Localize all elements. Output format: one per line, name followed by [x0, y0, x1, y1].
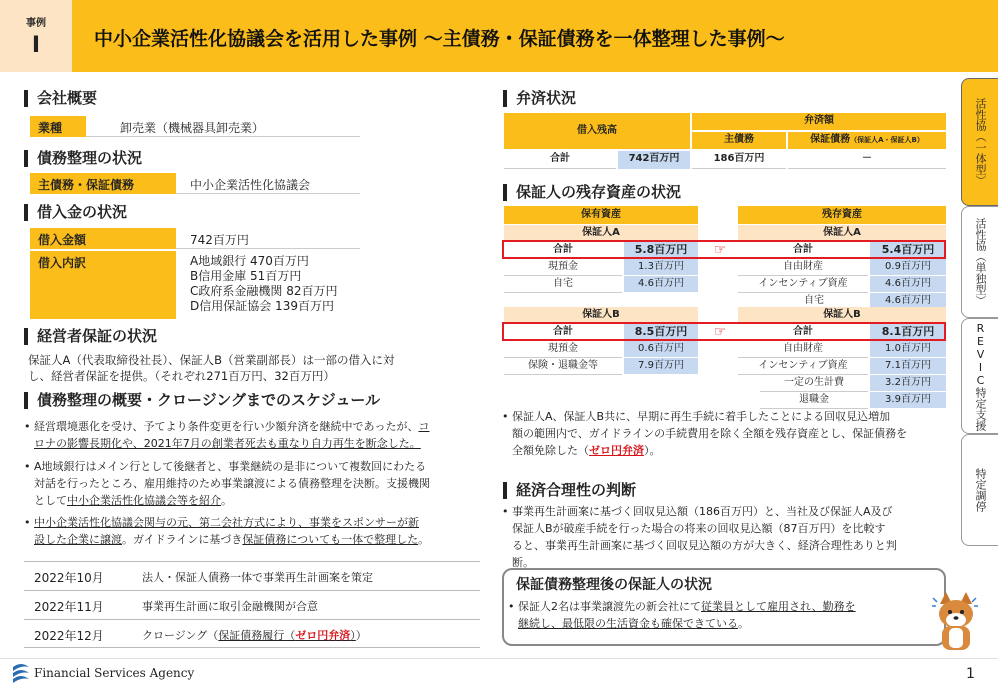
- schedule-text-underlined: 設した企業に譲渡: [34, 533, 122, 546]
- schedule-text: 。: [418, 533, 430, 546]
- asset-item-value: 7.9百万円: [624, 358, 698, 374]
- guarantee-line: し、経営者保証を提供。（それぞれ271百万円、32百万円）: [28, 369, 335, 383]
- footer-divider: [0, 658, 998, 659]
- schedule-bullet-2: [24, 458, 486, 509]
- schedule-bullet-3: [24, 514, 486, 548]
- asset-item-label: 一定の生計費: [760, 375, 868, 392]
- assets-note-text: 額の範囲内で、ガイドラインの手続費用を除く全額を残存資産とし、保証債務を: [512, 427, 908, 440]
- asset-item-label: 現預金: [504, 259, 622, 276]
- debt-status-row: [30, 173, 360, 194]
- repayment-header-guarantee-text: 保証債務: [810, 134, 851, 145]
- economic-line: 断。: [512, 556, 534, 569]
- industry-value: 卸売業（機械器具卸売業）: [86, 116, 360, 137]
- schedule-text: として: [34, 494, 67, 507]
- asset-item-value: 8.1百万円: [870, 324, 946, 340]
- dog-mascot-icon: [930, 590, 982, 652]
- case-badge-label: 事例: [26, 18, 46, 29]
- debt-status-value: 中小企業活性化協議会: [176, 173, 360, 194]
- assets-note-text: ）。: [644, 444, 661, 457]
- schedule-text-underlined: コ: [418, 420, 430, 433]
- assets-table: [504, 206, 946, 405]
- guarantee-text: [28, 352, 395, 384]
- repayment-total-label: 合計: [504, 151, 616, 169]
- summary-line: 。: [738, 617, 749, 630]
- economic-text: [502, 503, 952, 571]
- asset-item-label: 保険・退職金等: [504, 358, 622, 375]
- schedule-event-text: ）: [355, 629, 367, 642]
- asset-item-label: 自由財産: [738, 259, 868, 276]
- schedule-text: 対話を行ったところ、雇用維持のため事業譲渡による債務整理を決断。支援機関: [34, 477, 430, 490]
- repayment-guarantee-value: －: [788, 151, 946, 169]
- asset-item-label: 退職金: [760, 392, 868, 409]
- highlight-total-b: [502, 322, 946, 341]
- schedule-text: 。ガイドラインに基づき: [122, 533, 243, 546]
- assets-note-text: 全額免除した（: [512, 444, 589, 457]
- economic-line: 保証人Bが破産手続を行った場合の将来の回収見込額（87百万円）を比較す: [512, 522, 886, 535]
- guarantee-line: 保証人A（代表取締役社長）、保証人B（営業副部長）は一部の借入に対: [28, 353, 395, 367]
- highlight-total-a: [502, 240, 946, 259]
- repayment-table: [504, 113, 946, 171]
- asset-item-value: 0.6百万円: [624, 341, 698, 357]
- summary-title: 保証債務整理後の保証人の状況: [516, 577, 712, 593]
- schedule-text: 。: [221, 494, 232, 507]
- schedule-bullet-1: [24, 418, 486, 452]
- repayment-main-value: 186百万円: [692, 151, 786, 169]
- section-debt-status: 債務整理の状況: [24, 150, 142, 167]
- repayment-header-balance: 借入残高: [504, 113, 690, 149]
- asset-item-label: 自宅: [504, 276, 622, 293]
- asset-item-value: 5.8百万円: [624, 242, 698, 258]
- borrowing-detail-item: A地域銀行 470百万円: [190, 254, 309, 268]
- schedule-event-text: 保証債務履行（: [218, 629, 296, 642]
- debt-status-label: 主債務・保証債務: [30, 173, 176, 194]
- summary-line-underlined: 従業員として雇用され、勤務を: [701, 600, 856, 613]
- case-badge: [0, 0, 72, 72]
- fsa-logo-icon: [10, 661, 32, 683]
- schedule-date: 2022年10月: [34, 571, 104, 585]
- asset-item-value: 7.1百万円: [870, 358, 946, 374]
- asset-item-label: 合計: [738, 324, 868, 341]
- asset-item-value: 1.0百万円: [870, 341, 946, 357]
- tab-tokutei-chotei[interactable]: 特定調停: [961, 434, 998, 546]
- page-number: 1: [966, 666, 975, 682]
- case-badge-number: Ⅰ: [31, 33, 41, 58]
- section-borrowing: 借入金の状況: [24, 204, 127, 221]
- tab-revic[interactable]: REVIC特定支援: [961, 318, 998, 434]
- asset-item-label: 現預金: [504, 341, 622, 358]
- asset-item-label: 合計: [738, 242, 868, 259]
- schedule-text: 経営環境悪化を受け、予てより条件変更を行い少額弁済を継続中であったが、: [34, 420, 419, 433]
- assets-guarantor-a-remain-label: 保証人A: [738, 225, 946, 241]
- repayment-header-guarantee-sub: （保証人A・保証人B）: [850, 136, 924, 144]
- schedule-event: 法人・保証人債務一体で事業再生計画案を策定: [142, 571, 373, 584]
- borrowing-amount-row: [30, 228, 360, 249]
- schedule-row: [24, 619, 480, 648]
- asset-item-value: 1.3百万円: [624, 259, 698, 275]
- asset-item-value: 0.9百万円: [870, 259, 946, 275]
- asset-item-label: 自由財産: [738, 341, 868, 358]
- schedule-text: A地域銀行はメイン行として後継者と、事業継続の是非について複数回にわたる: [34, 460, 427, 473]
- borrowing-detail-row: [30, 251, 360, 319]
- borrowing-detail-list: [190, 254, 337, 314]
- section-company: 会社概要: [24, 90, 97, 107]
- asset-item-value: 4.6百万円: [870, 276, 946, 292]
- tab-katsusei-ittai[interactable]: 活性協（一体型）: [961, 78, 998, 206]
- schedule-event: [142, 627, 367, 643]
- asset-item-value: 3.9百万円: [870, 392, 946, 408]
- schedule-event-underlined: [218, 629, 356, 642]
- arrow-right-icon: ☞: [713, 242, 727, 258]
- assets-guarantor-b-owned-label: 保証人B: [504, 307, 698, 323]
- assets-guarantor-b-remain-label: 保証人B: [738, 307, 946, 323]
- schedule-row: [24, 590, 480, 619]
- borrowing-detail-item: B信用金庫 51百万円: [190, 269, 302, 283]
- asset-item-value: 8.5百万円: [624, 324, 698, 340]
- arrow-right-icon: ☞: [713, 324, 727, 340]
- asset-item-label: 自宅: [760, 293, 868, 310]
- page-title: 中小企業活性化協議会を活用した事例 ～主債務・保証債務を一体整理した事例～: [94, 28, 785, 50]
- industry-label: 業種: [30, 116, 86, 137]
- borrowing-detail-label: 借入内訳: [30, 251, 176, 319]
- borrowing-amount-value: 742百万円: [176, 228, 360, 249]
- schedule-date: 2022年12月: [34, 629, 104, 643]
- asset-item-label: 合計: [504, 242, 622, 259]
- asset-item-label: 合計: [504, 324, 622, 341]
- repayment-balance-value: 742百万円: [618, 151, 690, 169]
- schedule-event: 事業再生計画に取引金融機関が合意: [142, 600, 318, 613]
- schedule-text-underlined: ロナの影響長期化や、2021年7月の創業者死去も重なり自力再生を断念した。: [34, 437, 421, 450]
- schedule-row: [24, 561, 480, 590]
- footer-org-name: Financial Services Agency: [34, 666, 195, 680]
- section-guarantee: 経営者保証の状況: [24, 328, 157, 345]
- header-bar: [0, 0, 998, 72]
- asset-item-label: インセンティブ資産: [738, 276, 868, 293]
- schedule-text-underlined: 中小企業活性化協議会等を紹介: [67, 494, 221, 507]
- summary-line: 保証人2名は事業譲渡先の新会社にて: [518, 600, 701, 613]
- section-repayment: 弁済状況: [503, 90, 576, 107]
- summary-text: [508, 598, 928, 632]
- section-economic: 経済合理性の判断: [503, 482, 636, 499]
- economic-line: 事業再生計画案に基づく回収見込額（186百万円）と、当社及び保証人A及び: [512, 505, 893, 518]
- repayment-header-repay: 弁済額: [692, 113, 946, 130]
- assets-header-owned: 保有資産: [504, 206, 698, 224]
- zero-yen-highlight: ゼロ円弁済: [295, 629, 351, 642]
- asset-item-value: 4.6百万円: [870, 293, 946, 309]
- zero-yen-highlight: ゼロ円弁済: [589, 444, 644, 457]
- schedule-event-text: クロージング（: [142, 629, 219, 642]
- assets-note: [502, 408, 952, 459]
- asset-item-value: 5.4百万円: [870, 242, 946, 258]
- section-schedule: 債務整理の概要・クロージングまでのスケジュール: [24, 392, 380, 409]
- repayment-header-main: 主債務: [692, 132, 786, 149]
- company-industry-row: [30, 116, 360, 137]
- asset-item-value: 3.2百万円: [870, 375, 946, 391]
- assets-note-text: 保証人A、保証人B共に、早期に再生手続に着手したことによる回収見込増加: [512, 410, 891, 423]
- asset-item-value: 4.6百万円: [624, 276, 698, 292]
- assets-header-remain: 残存資産: [738, 206, 946, 224]
- assets-guarantor-a-owned-label: 保証人A: [504, 225, 698, 241]
- schedule-date: 2022年11月: [34, 600, 104, 614]
- borrowing-amount-label: 借入金額: [30, 228, 176, 249]
- asset-item-label: インセンティブ資産: [738, 358, 868, 375]
- schedule-text-underlined: 中小企業活性化協議会関与の元、第二会社方式により、事業をスポンサーが新: [34, 516, 419, 529]
- borrowing-detail-item: D信用保証協会 139百万円: [190, 299, 334, 313]
- economic-line: ると、事業再生計画案に基づく回収見込額の方が大きく、経済合理性ありと判: [512, 539, 897, 552]
- schedule-event-text: ）: [350, 629, 356, 642]
- tab-katsusei-tandoku[interactable]: 活性協（単独型）: [961, 206, 998, 318]
- summary-line-underlined: 継続し、最低限の生活資金も確保できている: [518, 617, 738, 630]
- borrowing-detail-item: C政府系金融機関 82百万円: [190, 284, 338, 298]
- summary-box: [502, 568, 946, 646]
- schedule-text-underlined: 保証債務についても一体で整理した: [242, 533, 419, 546]
- section-assets: 保証人の残存資産の状況: [503, 184, 681, 201]
- repayment-header-guarantee: [788, 132, 946, 149]
